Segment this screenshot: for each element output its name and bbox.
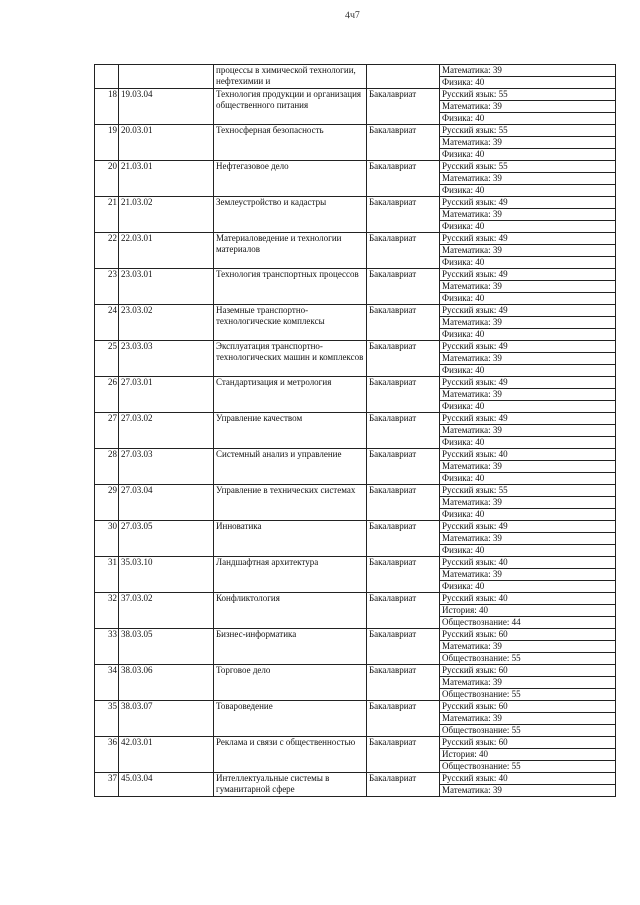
row-number: 22 (95, 233, 119, 269)
program-code: 27.03.03 (119, 449, 214, 485)
education-level: Бакалавриат (367, 377, 440, 413)
exam-requirement: Русский язык: 49 (440, 197, 616, 209)
program-name: Материаловедение и технологии материалов (214, 233, 367, 269)
row-number: 34 (95, 665, 119, 701)
program-code: 45.03.04 (119, 773, 214, 797)
exam-requirement: Русский язык: 60 (440, 665, 616, 677)
education-level (367, 65, 440, 89)
program-code: 23.03.03 (119, 341, 214, 377)
table-row (95, 593, 616, 605)
table-row (95, 449, 616, 461)
table-row (95, 197, 616, 209)
program-code: 21.03.02 (119, 197, 214, 233)
program-code: 35.03.10 (119, 557, 214, 593)
exam-requirement: Математика: 39 (440, 713, 616, 725)
exam-requirement: Русский язык: 49 (440, 269, 616, 281)
exam-requirement: Математика: 39 (440, 533, 616, 545)
program-code (119, 65, 214, 89)
program-code: 23.03.01 (119, 269, 214, 305)
exam-requirement: Физика: 40 (440, 221, 616, 233)
row-number: 31 (95, 557, 119, 593)
table-row (95, 89, 616, 101)
exam-requirement: Физика: 40 (440, 149, 616, 161)
exam-requirement: Физика: 40 (440, 473, 616, 485)
row-number: 20 (95, 161, 119, 197)
program-code: 21.03.01 (119, 161, 214, 197)
education-level: Бакалавриат (367, 701, 440, 737)
program-code: 37.03.02 (119, 593, 214, 629)
exam-requirement: Математика: 39 (440, 209, 616, 221)
row-number: 32 (95, 593, 119, 629)
program-code: 22.03.01 (119, 233, 214, 269)
program-name: Эксплуатация транспортно-технологических машин и комплексов (214, 341, 367, 377)
exam-requirement: Русский язык: 60 (440, 629, 616, 641)
row-number: 28 (95, 449, 119, 485)
exam-requirement: Русский язык: 49 (440, 305, 616, 317)
exam-requirement: Русский язык: 49 (440, 521, 616, 533)
exam-requirement: Математика: 39 (440, 389, 616, 401)
program-name: Землеустройство и кадастры (214, 197, 367, 233)
exam-requirement: Физика: 40 (440, 113, 616, 125)
table-row (95, 629, 616, 641)
program-name: Техносферная безопасность (214, 125, 367, 161)
exam-requirement: Математика: 39 (440, 461, 616, 473)
exam-requirement: Физика: 40 (440, 401, 616, 413)
education-level: Бакалавриат (367, 773, 440, 797)
program-name: Управление в технических системах (214, 485, 367, 521)
exam-requirement: Русский язык: 40 (440, 773, 616, 785)
exam-requirement: Физика: 40 (440, 185, 616, 197)
exam-requirement: Математика: 39 (440, 173, 616, 185)
table-row (95, 65, 616, 77)
program-name: Товароведение (214, 701, 367, 737)
education-level: Бакалавриат (367, 233, 440, 269)
exam-requirement: Физика: 40 (440, 545, 616, 557)
education-level: Бакалавриат (367, 197, 440, 233)
table-row (95, 701, 616, 713)
table-row (95, 773, 616, 785)
education-level: Бакалавриат (367, 629, 440, 665)
exam-requirement: Математика: 39 (440, 245, 616, 257)
table-row (95, 557, 616, 569)
row-number: 27 (95, 413, 119, 449)
exam-requirement: Обществознание: 55 (440, 653, 616, 665)
program-code: 38.03.06 (119, 665, 214, 701)
exam-requirement: Физика: 40 (440, 77, 616, 89)
exam-requirement: Русский язык: 49 (440, 233, 616, 245)
exam-requirement: Математика: 39 (440, 317, 616, 329)
row-number: 18 (95, 89, 119, 125)
program-code: 38.03.07 (119, 701, 214, 737)
program-name: Нефтегазовое дело (214, 161, 367, 197)
exam-requirement: Физика: 40 (440, 509, 616, 521)
table-row (95, 665, 616, 677)
exam-requirement: Математика: 39 (440, 281, 616, 293)
education-level: Бакалавриат (367, 485, 440, 521)
exam-requirement: Физика: 40 (440, 581, 616, 593)
program-name: Ландшафтная архитектура (214, 557, 367, 593)
program-name: Системный анализ и управление (214, 449, 367, 485)
table-row (95, 269, 616, 281)
table-row (95, 485, 616, 497)
exam-requirement: Русский язык: 49 (440, 377, 616, 389)
program-code: 27.03.04 (119, 485, 214, 521)
program-code: 42.03.01 (119, 737, 214, 773)
row-number (95, 65, 119, 89)
row-number: 25 (95, 341, 119, 377)
exam-requirement: Математика: 39 (440, 569, 616, 581)
table-row (95, 413, 616, 425)
exam-requirement: Русский язык: 60 (440, 737, 616, 749)
row-number: 29 (95, 485, 119, 521)
exam-requirement: Математика: 39 (440, 497, 616, 509)
program-name: Интеллектуальные системы в гуманитарной сфере (214, 773, 367, 797)
education-level: Бакалавриат (367, 305, 440, 341)
exam-requirement: История: 40 (440, 749, 616, 761)
exam-requirement: Математика: 39 (440, 677, 616, 689)
exam-requirement: Русский язык: 55 (440, 485, 616, 497)
education-level: Бакалавриат (367, 521, 440, 557)
table-row (95, 521, 616, 533)
education-level: Бакалавриат (367, 449, 440, 485)
row-number: 23 (95, 269, 119, 305)
program-name: Конфликтология (214, 593, 367, 629)
exam-requirement: Обществознание: 44 (440, 617, 616, 629)
exam-requirement: Русский язык: 55 (440, 125, 616, 137)
table-row (95, 341, 616, 353)
exam-requirement: Математика: 39 (440, 137, 616, 149)
table-row (95, 233, 616, 245)
program-code: 19.03.04 (119, 89, 214, 125)
program-name: Технология продукции и организация общественного питания (214, 89, 367, 125)
exam-requirement: Математика: 39 (440, 641, 616, 653)
program-code: 38.03.05 (119, 629, 214, 665)
exam-requirement: История: 40 (440, 605, 616, 617)
exam-requirement: Русский язык: 40 (440, 593, 616, 605)
program-code: 27.03.01 (119, 377, 214, 413)
table-row (95, 737, 616, 749)
program-code: 23.03.02 (119, 305, 214, 341)
exam-requirement: Математика: 39 (440, 101, 616, 113)
programs-table (94, 64, 616, 797)
table-row (95, 125, 616, 137)
program-name: процессы в химической технологии, нефтехимии и (214, 65, 367, 89)
exam-requirement: Математика: 39 (440, 353, 616, 365)
program-code: 20.03.01 (119, 125, 214, 161)
education-level: Бакалавриат (367, 89, 440, 125)
page-number: 4ч7 (344, 9, 361, 22)
education-level: Бакалавриат (367, 341, 440, 377)
program-name: Управление качеством (214, 413, 367, 449)
program-name: Бизнес-информатика (214, 629, 367, 665)
table-row (95, 161, 616, 173)
program-name: Торговое дело (214, 665, 367, 701)
exam-requirement: Математика: 39 (440, 425, 616, 437)
row-number: 21 (95, 197, 119, 233)
row-number: 19 (95, 125, 119, 161)
exam-requirement: Физика: 40 (440, 437, 616, 449)
program-name: Технология транспортных процессов (214, 269, 367, 305)
education-level: Бакалавриат (367, 665, 440, 701)
exam-requirement: Русский язык: 49 (440, 341, 616, 353)
exam-requirement: Русский язык: 60 (440, 701, 616, 713)
program-code: 27.03.02 (119, 413, 214, 449)
exam-requirement: Математика: 39 (440, 785, 616, 797)
education-level: Бакалавриат (367, 125, 440, 161)
exam-requirement: Обществознание: 55 (440, 725, 616, 737)
row-number: 26 (95, 377, 119, 413)
table-row (95, 377, 616, 389)
row-number: 24 (95, 305, 119, 341)
education-level: Бакалавриат (367, 737, 440, 773)
program-name: Реклама и связи с общественностью (214, 737, 367, 773)
exam-requirement: Физика: 40 (440, 293, 616, 305)
row-number: 33 (95, 629, 119, 665)
education-level: Бакалавриат (367, 413, 440, 449)
row-number: 36 (95, 737, 119, 773)
education-level: Бакалавриат (367, 269, 440, 305)
exam-requirement: Физика: 40 (440, 365, 616, 377)
program-code: 27.03.05 (119, 521, 214, 557)
exam-requirement: Математика: 39 (440, 65, 616, 77)
exam-requirement: Русский язык: 55 (440, 161, 616, 173)
row-number: 30 (95, 521, 119, 557)
education-level: Бакалавриат (367, 593, 440, 629)
table-row (95, 305, 616, 317)
program-name: Стандартизация и метрология (214, 377, 367, 413)
exam-requirement: Обществознание: 55 (440, 761, 616, 773)
program-name: Инноватика (214, 521, 367, 557)
exam-requirement: Русский язык: 40 (440, 449, 616, 461)
exam-requirement: Русский язык: 49 (440, 413, 616, 425)
exam-requirement: Физика: 40 (440, 257, 616, 269)
row-number: 35 (95, 701, 119, 737)
education-level: Бакалавриат (367, 161, 440, 197)
education-level: Бакалавриат (367, 557, 440, 593)
row-number: 37 (95, 773, 119, 797)
exam-requirement: Физика: 40 (440, 329, 616, 341)
program-name: Наземные транспортно-технологические комплексы (214, 305, 367, 341)
exam-requirement: Обществознание: 55 (440, 689, 616, 701)
exam-requirement: Русский язык: 40 (440, 557, 616, 569)
exam-requirement: Русский язык: 55 (440, 89, 616, 101)
